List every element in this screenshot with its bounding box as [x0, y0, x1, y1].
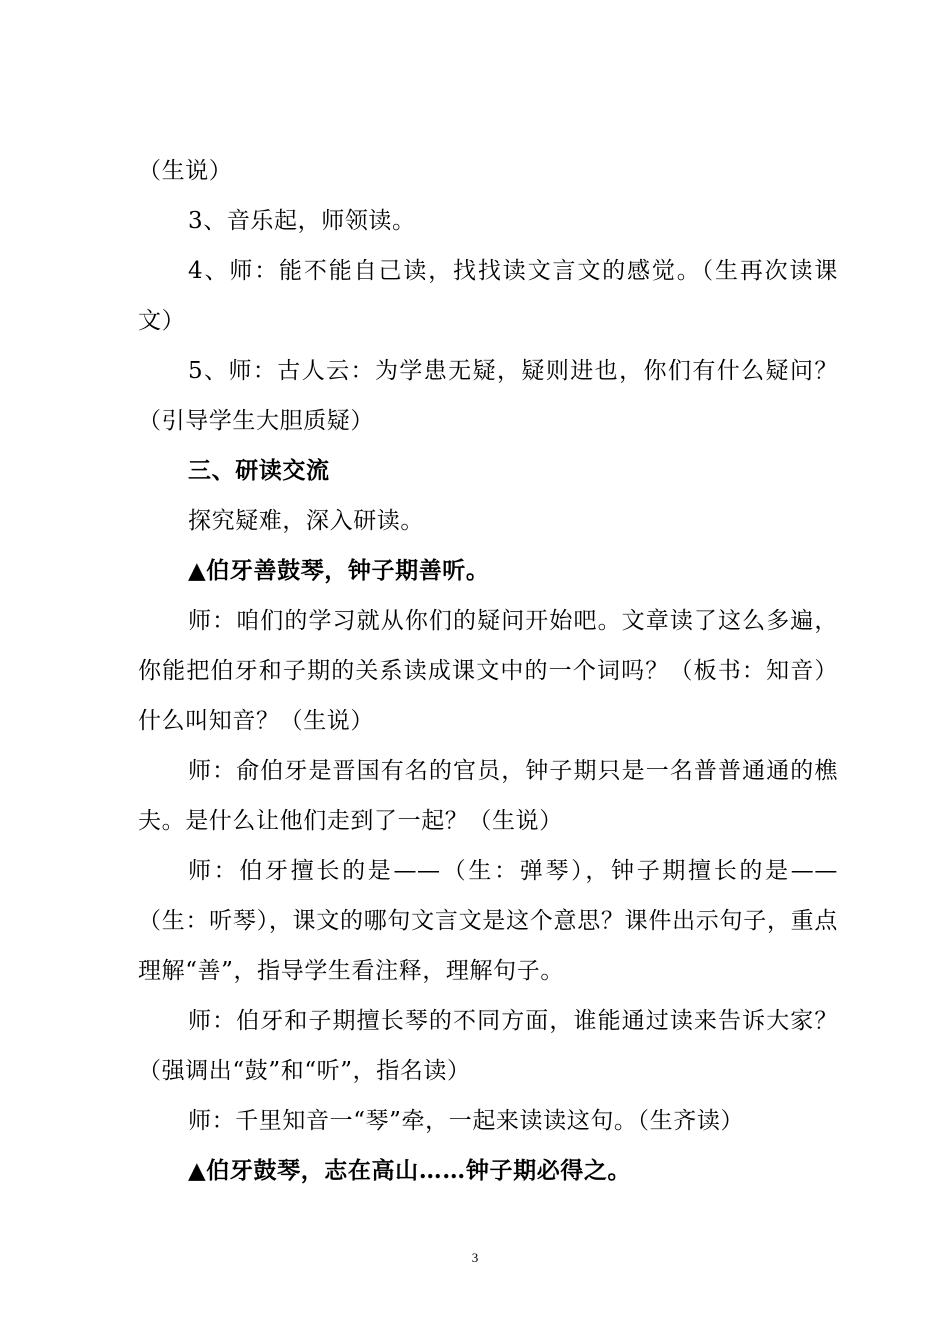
key-sentence-2: ▲伯牙鼓琴，志在高山……钟子期必得之。 — [188, 1157, 632, 1184]
paragraph-step-4: 4、师：能不能自己读，找找读文言文的感觉。（生再次读课文） — [138, 258, 838, 334]
paragraph-explore: 探究疑难，深入研读。 — [188, 508, 424, 534]
paragraph-step-5: 5、师：古人云：为学患无疑，疑则进也，你们有什么疑问？（引导学生大胆质疑） — [138, 358, 838, 434]
document-body — [138, 146, 838, 1196]
paragraph-student-speaks: （生说） — [138, 158, 233, 184]
paragraph-teacher-2: 师：俞伯牙是晋国有名的官员，钟子期只是一名普普通通的樵夫。是什么让他们走到了一起？（生说） — [138, 758, 838, 834]
paragraph-teacher-4: 师：伯牙和子期擅长琴的不同方面，谁能通过读来告诉大家？（强调出“鼓”和“听”，指名读） — [138, 1008, 838, 1084]
paragraph-teacher-5: 师：千里知音一“琴”牵，一起来读读这句。（生齐读） — [188, 1108, 745, 1134]
key-sentence-1: ▲伯牙善鼓琴，钟子期善听。 — [188, 557, 490, 584]
paragraph-step-3: 3、音乐起，师领读。 — [188, 208, 416, 234]
paragraph-teacher-1: 师：咱们的学习就从你们的疑问开始吧。文章读了这么多遍，你能把伯牙和子期的关系读成课文中的一个词吗？（板书：知音）什么叫知音？（生说） — [138, 608, 838, 734]
paragraph-teacher-3: 师：伯牙擅长的是——（生：弹琴），钟子期擅长的是——（生：听琴），课文的哪句文言文是这个意思？课件出示句子，重点理解“善”，指导学生看注释，理解句子。 — [138, 858, 838, 984]
page-number: 3 — [471, 1250, 479, 1265]
section-heading-study-exchange: 三、研读交流 — [188, 457, 330, 484]
